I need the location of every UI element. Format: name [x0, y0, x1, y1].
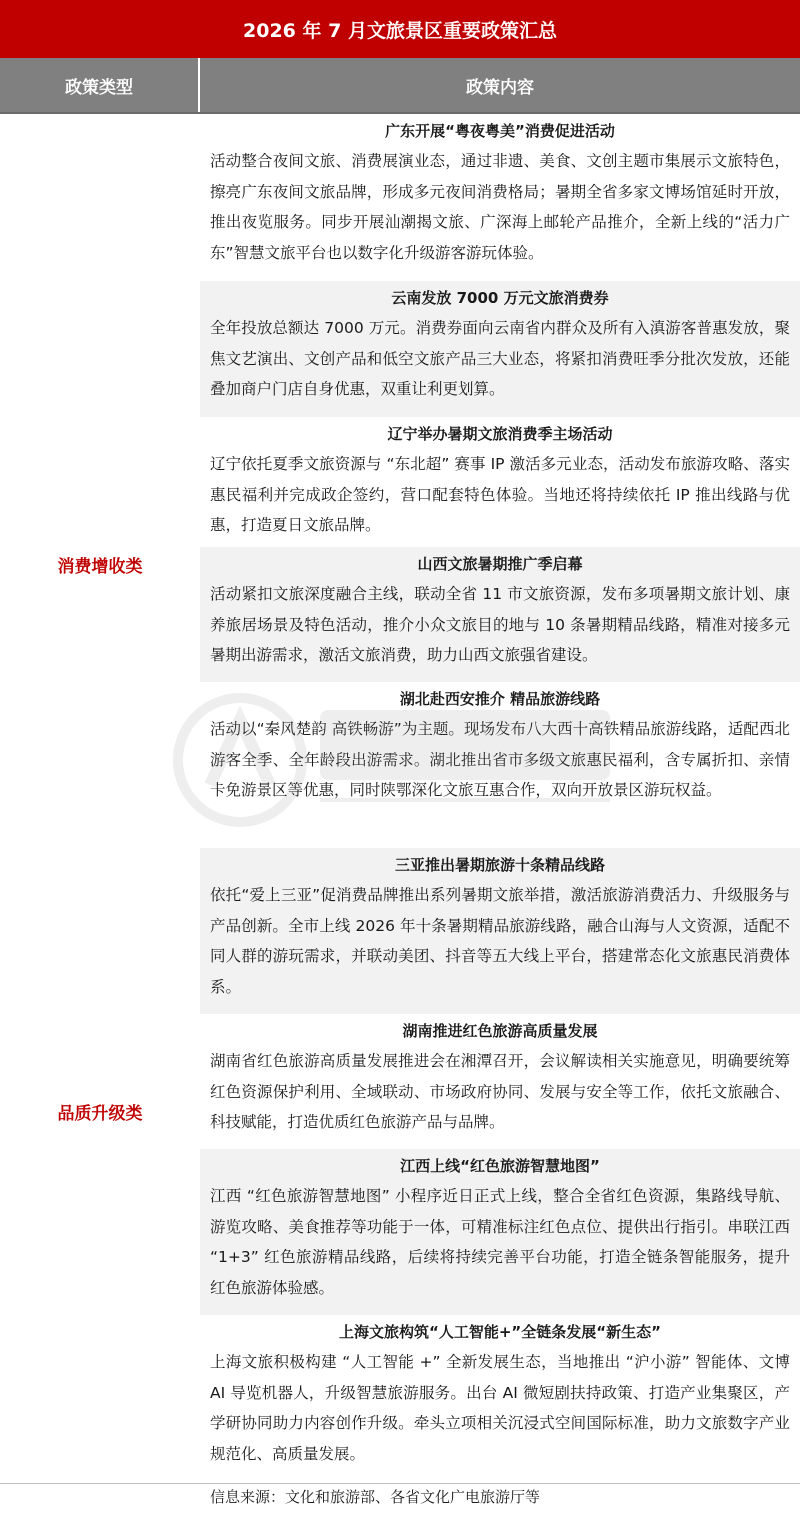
policy-title: 辽宁举办暑期文旅消费季主场活动	[387, 424, 613, 443]
policy-title: 云南发放 7000 万元文旅消费券	[391, 288, 609, 307]
category-quality	[0, 1014, 200, 1209]
policy-item	[200, 1315, 800, 1483]
policy-body: 依托“爱上三亚”促消费品牌推出系列暑期文旅举措，激活旅游消费活力、升级服务与产品创新。全市上线 2026 年十条暑期精品旅游线路，融合山海与人文资源，适配不同人群的游玩需求，并联动美团、抖音等五大线上平台，搭建常态化文旅惠民消费体系。	[210, 886, 790, 996]
category-label: 品质升级类	[57, 1104, 143, 1124]
policy-item	[200, 848, 800, 1014]
policy-item	[200, 1149, 800, 1315]
page-title: 2026 年 7 月文旅景区重要政策汇总	[243, 19, 557, 42]
category-label: 消费增收类	[57, 556, 143, 577]
policy-item	[200, 417, 800, 547]
policy-body: 江西 “红色旅游智慧地图” 小程序近日正式上线，整合全省红色资源，集路线导航、游览攻略、美食推荐等功能于一体，可精准标注红色点位、提供出行指引。串联江西 “1+3” 红色旅游精品线路，后续将持续完善平台功能，打造全链条智能服务，提升红色旅游体验感。	[210, 1187, 790, 1297]
header-policy-type: 政策类型	[0, 58, 200, 112]
source-note: 信息来源：文化和旅游部、各省文化广电旅游厅等	[210, 1488, 541, 1506]
policy-item	[200, 281, 800, 417]
policy-body: 上海文旅积极构建 “人工智能 +” 全新发展生态，当地推出 “沪小游” 智能体、文博 AI 导览机器人，升级智慧旅游服务。出台 AI 微短剧扶持政策、打造产业集聚区，产学研协同助力内容创作升级。牵头立项相关沉浸式空间国际标准，助力文旅数字产业规范化、高质量发展。	[210, 1353, 790, 1463]
policy-body: 活动紧扣文旅深度融合主线，联动全省 11 市文旅资源，发布多项暑期文旅计划、康养旅居场景及特色活动，推介小众文旅目的地与 10 条暑期精品线路，精准对接多元暑期出游需求，激活文旅消费，助力山西文旅强省建设。	[210, 585, 790, 664]
policy-body: 湖南省红色旅游高质量发展推进会在湘潭召开，会议解读相关实施意见，明确要统筹红色资源保护利用、全域联动、市场政府协同、发展与安全等工作，依托文旅融合、科技赋能，打造优质红色旅游产品与品牌。	[210, 1052, 790, 1131]
policy-body: 全年投放总额达 7000 万元。消费券面向云南省内群众及所有入滇游客普惠发放，聚焦文艺演出、文创产品和低空文旅产品三大业态，将紧扣消费旺季分批次发放，还能叠加商户门店自身优惠，双重让利更划算。	[210, 319, 790, 398]
policy-body: 活动整合夜间文旅、消费展演业态，通过非遗、美食、文创主题市集展示文旅特色，擦亮广东夜间文旅品牌，形成多元夜间消费格局；暑期全省多家文博场馆延时开放，推出夜览服务。同步开展汕潮揭文旅、广深海上邮轮产品推介，全新上线的“活力广东”智慧文旅平台也以数字化升级游客游玩体验。	[210, 152, 790, 262]
header-policy-content: 政策内容	[466, 77, 534, 98]
page-title-bar	[0, 0, 800, 58]
policy-title: 三亚推出暑期旅游十条精品线路	[394, 855, 605, 874]
policy-title: 山西文旅暑期推广季启幕	[417, 554, 583, 573]
category-consumption	[0, 114, 200, 1014]
table-header	[0, 58, 800, 114]
policy-title: 广东开展“粤夜粤美”消费促进活动	[385, 121, 615, 140]
policy-body: 活动以“秦风楚韵 高铁畅游”为主题。现场发布八大西十高铁精品旅游线路，适配西北游客全季、全年龄段出游需求。湖北推出省市多级文旅惠民福利，含专属折扣、亲情卡免游景区等优惠，同时陕鄂深化文旅互惠合作，双向开放景区游玩权益。	[210, 720, 790, 799]
policy-item	[200, 547, 800, 682]
policy-title: 湖南推进红色旅游高质量发展	[402, 1021, 598, 1040]
policy-item	[200, 114, 800, 281]
table-bottom-border	[0, 1483, 800, 1484]
policy-body: 辽宁依托夏季文旅资源与 “东北超” 赛事 IP 激活多元业态，活动发布旅游攻略、落实惠民福利并完成政企签约，营口配套特色体验。当地还将持续依托 IP 推出线路与优惠，打造夏日文旅品牌。	[210, 455, 790, 534]
policy-title: 湖北赴西安推介 精品旅游线路	[399, 689, 601, 708]
policy-title: 江西上线“红色旅游智慧地图”	[400, 1156, 600, 1175]
policy-item	[200, 682, 800, 848]
policy-title: 上海文旅构筑“人工智能+”全链条发展“新生态”	[338, 1322, 661, 1341]
policy-item	[200, 1014, 800, 1149]
